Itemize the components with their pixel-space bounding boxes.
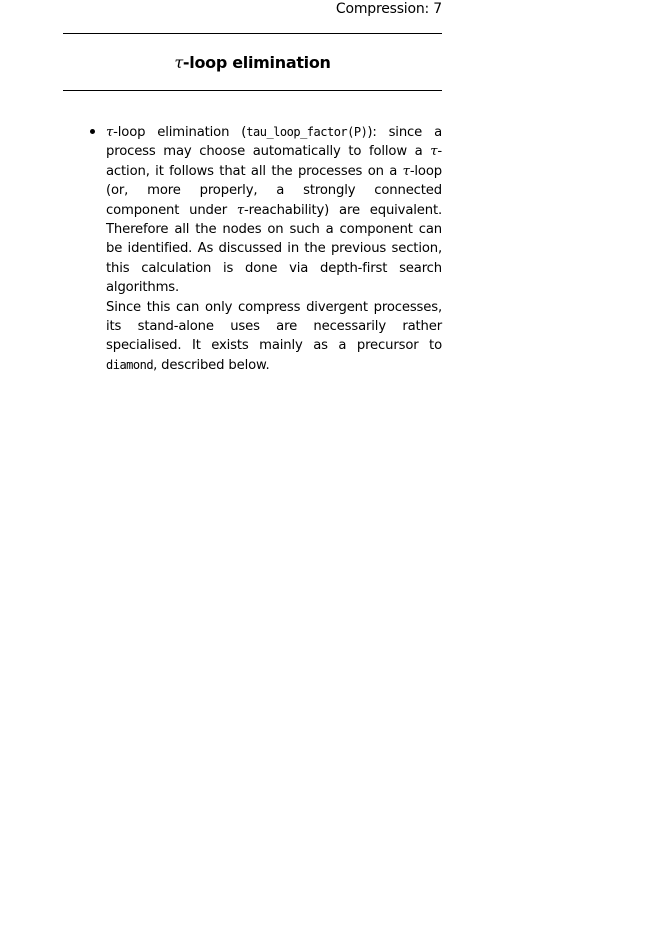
code-function-name: diamond — [106, 357, 154, 372]
bullet-paragraph-2 — [106, 298, 442, 376]
text-run: ): since a process may choose automatically to follow a — [106, 125, 442, 160]
bottom-rule — [63, 90, 442, 91]
text-run: -loop (or, more properly, a strongly connected component under — [106, 163, 442, 218]
title-text: -loop elimination — [182, 53, 331, 72]
running-header: Compression: 7 — [335, 1, 442, 17]
text-run: -loop elimination ( — [113, 125, 247, 140]
bullet-paragraph-1 — [106, 123, 442, 298]
text-run: Since this can only compress divergent processes, its stand-alone uses are necessarily rather specialised. It exists mainly as a precursor to — [106, 299, 442, 354]
bullet-marker — [90, 129, 95, 134]
bullet-item — [106, 123, 442, 375]
tau-symbol: τ — [106, 125, 114, 140]
text-run: , described below. — [153, 357, 270, 373]
text-run: -reachability) are equivalent. Therefore all the nodes on such a component can be identified. As discussed in the previous section, this calculation is done via depth-first search algorithms. — [106, 202, 443, 296]
tau-symbol: τ — [236, 202, 245, 218]
tau-symbol: τ — [174, 53, 183, 72]
text-run: -action, it follows that all the processes on a — [106, 144, 442, 179]
tau-symbol: τ — [430, 144, 438, 160]
code-function-name: tau_loop_factor(P) — [246, 125, 368, 139]
tau-symbol: τ — [402, 163, 410, 179]
slide-title — [63, 52, 442, 74]
top-rule — [63, 33, 442, 34]
